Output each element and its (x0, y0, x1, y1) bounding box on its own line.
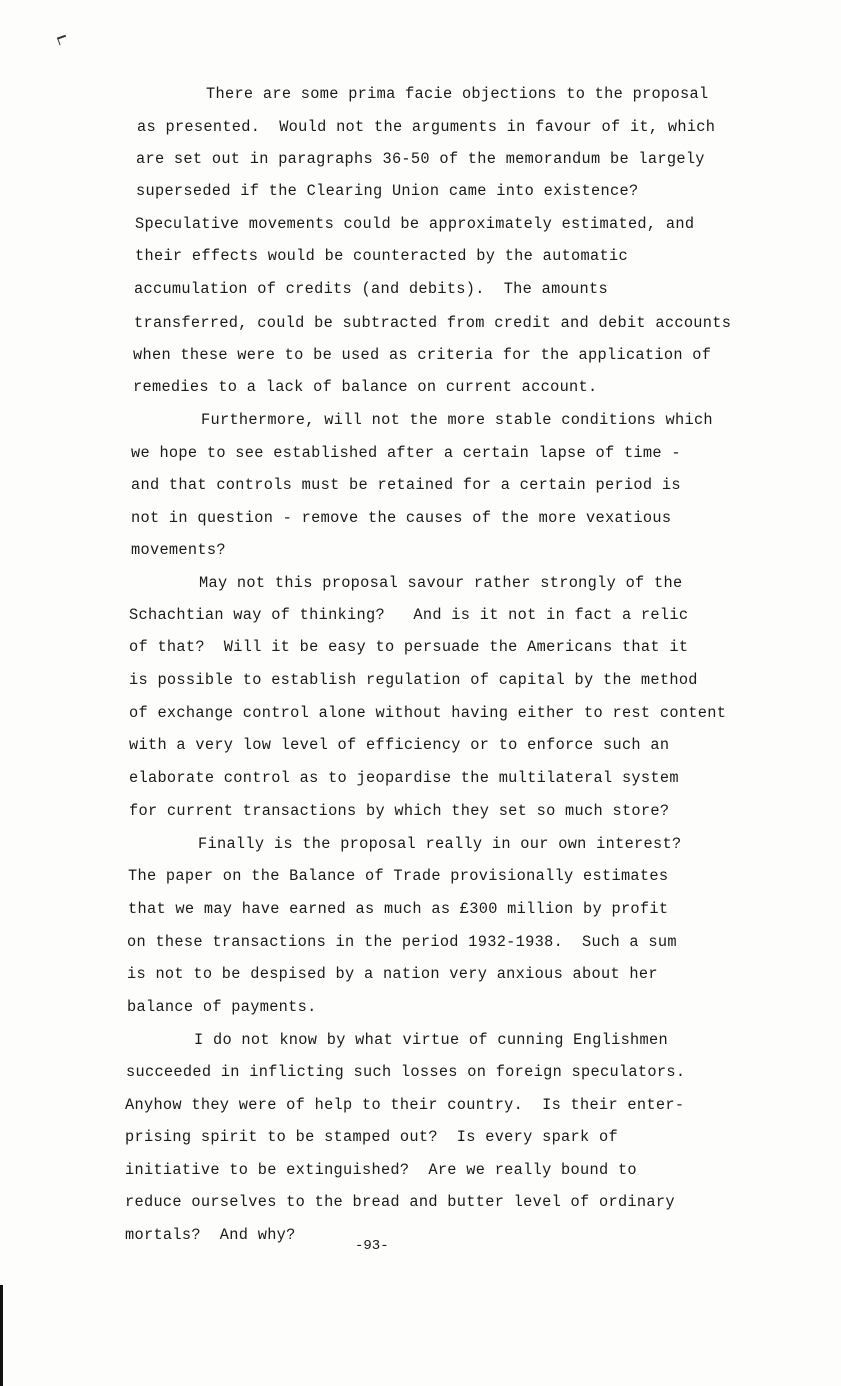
text-line: accumulation of credits (and debits). The amounts (134, 280, 608, 298)
text-line: mortals? And why? (125, 1226, 296, 1244)
text-line: of exchange control alone without having either to rest content (129, 704, 727, 722)
text-line: transferred, could be subtracted from credit and debit accounts (134, 314, 732, 332)
text-line: succeeded in inflicting such losses on foreign speculators. (126, 1063, 686, 1081)
text-line: balance of payments. (127, 998, 317, 1016)
text-line: not in question - remove the causes of the more vexatious (131, 509, 672, 527)
text-line: elaborate control as to jeopardise the multilateral system (129, 769, 679, 787)
text-line: of that? Will it be easy to persuade the Americans that it (129, 638, 689, 656)
text-line: when these were to be used as criteria for the application of (133, 346, 712, 364)
text-line: with a very low level of efficiency or to enforce such an (129, 736, 670, 754)
text-line: for current transactions by which they set so much store? (129, 802, 670, 820)
text-line: is possible to establish regulation of capital by the method (129, 671, 698, 689)
text-line: that we may have earned as much as £300 million by profit (128, 900, 669, 918)
text-line: superseded if the Clearing Union came into existence? (136, 182, 639, 200)
text-line: are set out in paragraphs 36-50 of the memorandum be largely (136, 150, 705, 168)
text-line: reduce ourselves to the bread and butter level of ordinary (125, 1193, 675, 1211)
text-line: I do not know by what virtue of cunning Englishmen (194, 1031, 668, 1049)
text-line: their effects would be counteracted by the automatic (135, 247, 628, 265)
text-line: The paper on the Balance of Trade provisionally estimates (128, 867, 669, 885)
text-line: Anyhow they were of help to their country. Is their enter- (125, 1096, 685, 1114)
text-line: as presented. Would not the arguments in favour of it, which (137, 118, 716, 136)
text-line: prising spirit to be stamped out? Is every spark of (125, 1128, 618, 1146)
page-number: -93- (355, 1238, 389, 1254)
text-line: is not to be despised by a nation very anxious about her (127, 965, 658, 983)
text-line: Schachtian way of thinking? And is it not in fact a relic (129, 606, 689, 624)
text-line: There are some prima facie objections to the proposal (206, 85, 709, 103)
text-line: Speculative movements could be approximately estimated, and (135, 215, 695, 233)
text-line: we hope to see established after a certain lapse of time - (131, 444, 681, 462)
corner-mark (57, 35, 68, 46)
text-line: initiative to be extinguished? Are we really bound to (125, 1161, 637, 1179)
scan-edge-mark (0, 1285, 3, 1386)
text-line: movements? (131, 541, 226, 559)
text-line: Finally is the proposal really in our own interest? (198, 835, 682, 853)
text-line: remedies to a lack of balance on current account. (133, 378, 598, 396)
text-line: on these transactions in the period 1932-1938. Such a sum (127, 933, 677, 951)
text-line: and that controls must be retained for a certain period is (131, 476, 681, 494)
text-line: May not this proposal savour rather strongly of the (199, 574, 683, 592)
text-line: Furthermore, will not the more stable conditions which (201, 411, 713, 429)
